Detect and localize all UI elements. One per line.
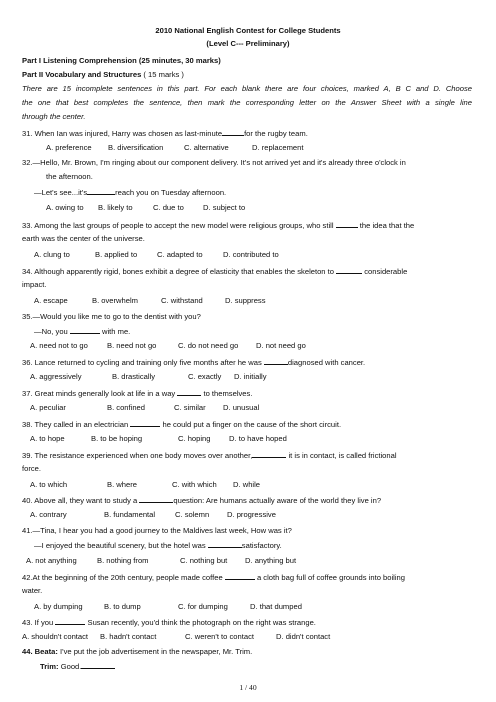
q44-speaker-trim: Trim: <box>40 662 59 671</box>
contest-title: 2010 National English Contest for College Students <box>155 26 341 35</box>
q37-option-d: D. unusual <box>223 403 260 412</box>
q32-line-2: the afternoon. <box>46 172 93 181</box>
q37-text-a: 37. Great minds generally look at life in a way <box>22 389 176 398</box>
q33-option-a: A. clung to <box>34 250 70 259</box>
part2-marks: ( 15 marks ) <box>143 70 184 79</box>
q31-text-b: for the rugby team. <box>244 129 308 138</box>
q31-option-a: A. preference <box>46 143 92 152</box>
part2-heading: Part II Vocabulary and Structures <box>22 70 142 79</box>
q34-option-d: D. suppress <box>225 296 266 305</box>
q39-option-c: C. with which <box>172 480 217 489</box>
q40-stem <box>22 495 381 505</box>
q35-blank <box>70 326 100 334</box>
q36-stem <box>22 357 365 367</box>
q40-option-b: B. fundamental <box>104 510 156 519</box>
q39-line-1 <box>22 450 397 460</box>
q44-line-2 <box>40 661 115 671</box>
q42-option-c: C. for dumping <box>178 602 228 611</box>
q36-option-c: C. exactly <box>188 372 222 381</box>
q42-option-a: A. by dumping <box>34 602 83 611</box>
q43-option-c: C. weren't to contact <box>185 632 254 641</box>
q43-stem <box>22 617 316 627</box>
q43-text-a: 43. If you <box>22 618 54 627</box>
q39-option-b: B. where <box>107 480 137 489</box>
q33-text-a: 33. Among the last groups of people to accept the new model were religious groups, who still <box>22 221 334 230</box>
part1-heading: Part I Listening Comprehension (25 minutes, 30 marks) <box>22 56 221 65</box>
q41-text-b: satisfactory. <box>241 541 282 550</box>
q39-blank <box>252 450 286 458</box>
q37-blank <box>177 388 201 396</box>
q43-option-d: D. didn't contact <box>276 632 331 641</box>
q37-option-a: A. peculiar <box>30 403 66 412</box>
q38-text-b: he could put a finger on the cause of the short circuit. <box>162 420 342 429</box>
q34-option-a: A. escape <box>34 296 68 305</box>
q41-text-a: —I enjoyed the beautiful scenery, but the hotel was <box>34 541 206 550</box>
q33-text-b: the idea that the <box>359 221 415 230</box>
q38-option-d: D. to have hoped <box>229 434 287 443</box>
q40-text-a: 40. Above all, they want to study a <box>22 496 138 505</box>
q34-text-a: 34. Although apparently rigid, bones exhibit a degree of elasticity that enables the skeleton to <box>22 267 334 276</box>
q42-text-a: 42.At the beginning of the 20th century, people made coffee <box>22 573 223 582</box>
q39-text-a: 39. The resistance experienced when one body moves over another, <box>22 451 253 460</box>
q35-option-d: D. not need go <box>256 341 306 350</box>
q40-blank <box>139 495 173 503</box>
q37-option-c: C. similar <box>174 403 206 412</box>
q40-option-d: D. progressive <box>227 510 276 519</box>
q35-text-b: with me. <box>102 327 131 336</box>
q41-option-b: B. nothing from <box>97 556 149 565</box>
q34-text-b: considerable <box>364 267 408 276</box>
q33-option-b: B. applied to <box>95 250 138 259</box>
q34-option-b: B. overwhelm <box>92 296 139 305</box>
q43-text-b: Susan recently, you'd think the photograph on the right was strange. <box>87 618 316 627</box>
q43-blank <box>55 617 85 625</box>
q31-text-a: 31. When Ian was injured, Harry was chosen as last-minute <box>22 129 223 138</box>
q41-line-1: 41.—Tina, I hear you had a good journey to the Maldives last week, How was it? <box>22 526 292 535</box>
instructions-line-1: There are 15 incomplete sentences in this part. For each blank there are four choices, marked A, B C and D. Choose <box>22 84 472 93</box>
q31-option-c: C. alternative <box>184 143 229 152</box>
q34-line-1 <box>22 266 407 276</box>
q39-line-2: force. <box>22 464 41 473</box>
q32-option-b: B. likely to <box>98 203 133 212</box>
q39-option-a: A. to which <box>30 480 68 489</box>
q32-option-c: C. due to <box>153 203 184 212</box>
q36-option-b: B. drastically <box>112 372 156 381</box>
q33-option-d: D. contributed to <box>223 250 279 259</box>
q36-text-b: diagnosed with cancer. <box>287 358 366 367</box>
part2-heading-line <box>22 70 184 79</box>
contest-level: (Level C--- Preliminary) <box>206 39 290 48</box>
instructions-line-2: the one that best completes the sentence, then mark the corresponding letter on the Answer Sheet with a single line <box>22 98 472 107</box>
q35-line-2 <box>34 326 130 336</box>
q39-option-d: D. while <box>233 480 261 489</box>
q37-option-b: B. confined <box>107 403 145 412</box>
q38-blank <box>130 419 160 427</box>
q42-option-d: D. that dumped <box>250 602 302 611</box>
q34-line-2: impact. <box>22 280 47 289</box>
q36-text-a: 36. Lance returned to cycling and training only five months after he was <box>22 358 262 367</box>
q43-option-a: A. shouldn't contact <box>22 632 89 641</box>
q44-blank <box>81 661 115 669</box>
q44-speaker-beata: 44. Beata: <box>22 647 58 656</box>
q31-blank <box>222 128 244 136</box>
q32-text-b: reach you on Tuesday afternoon. <box>115 188 227 197</box>
q41-option-d: D. anything but <box>245 556 297 565</box>
q38-option-a: A. to hope <box>30 434 65 443</box>
q36-option-a: A. aggressively <box>30 372 82 381</box>
q41-blank <box>208 540 242 548</box>
q35-line-1: 35.—Would you like me to go to the dentist with you? <box>22 312 201 321</box>
q38-stem <box>22 419 341 429</box>
q33-line-2: earth was the center of the universe. <box>22 234 145 243</box>
q36-blank <box>264 357 288 365</box>
q35-text-a: —No, you <box>34 327 68 336</box>
q34-blank <box>336 266 362 274</box>
q33-blank <box>336 220 358 228</box>
q41-option-c: C. nothing but <box>180 556 228 565</box>
q32-line-1: 32.—Hello, Mr. Brown, I'm ringing about our component delivery. It's not arrived yet and it's already three o'clock in <box>22 158 406 167</box>
page-number: 1 / 40 <box>239 683 257 692</box>
q42-blank <box>225 572 255 580</box>
q42-line-1 <box>22 572 405 582</box>
q32-option-a: A. owing to <box>46 203 84 212</box>
q32-line-3 <box>34 187 226 197</box>
q42-text-b: a cloth bag full of coffee grounds into boiling <box>256 573 405 582</box>
q35-option-b: B. need not go <box>107 341 157 350</box>
q44-line-1 <box>22 647 252 656</box>
q38-option-c: C. hoping <box>178 434 211 443</box>
q42-line-2: water. <box>22 586 43 595</box>
q40-text-b: question: Are humans actually aware of the world they live in? <box>173 496 382 505</box>
q33-option-c: C. adapted to <box>157 250 203 259</box>
q41-line-2 <box>34 540 282 550</box>
q37-text-b: to themselves. <box>203 389 253 398</box>
q32-text-a: —Let's see...it's <box>34 188 88 197</box>
q37-stem <box>22 388 252 398</box>
q38-option-b: B. to be hoping <box>91 434 143 443</box>
q32-blank <box>87 187 115 195</box>
q32-option-d: D. subject to <box>203 203 246 212</box>
instructions-line-3: through the center. <box>22 112 86 121</box>
q40-option-c: C. solemn <box>175 510 210 519</box>
q42-option-b: B. to dump <box>104 602 141 611</box>
q44-text-2: Good. <box>60 662 82 671</box>
q34-option-c: C. withstand <box>161 296 203 305</box>
q35-option-c: C. do not need go <box>178 341 239 350</box>
q39-text-b: it is in contact, is called frictional <box>288 451 397 460</box>
q31-stem <box>22 128 308 138</box>
q40-option-a: A. contrary <box>30 510 67 519</box>
q35-option-a: A. need not to go <box>30 341 88 350</box>
q41-option-a: A. not anything <box>26 556 77 565</box>
q44-text-1: I've put the job advertisement in the newspaper, Mr. Trim. <box>60 647 253 656</box>
q33-line-1 <box>22 220 414 230</box>
q38-text-a: 38. They called in an electrician <box>22 420 129 429</box>
q43-option-b: B. hadn't contact <box>100 632 157 641</box>
q36-option-d: D. initially <box>234 372 267 381</box>
q31-option-b: B. diversification <box>108 143 164 152</box>
q31-option-d: D. replacement <box>252 143 304 152</box>
